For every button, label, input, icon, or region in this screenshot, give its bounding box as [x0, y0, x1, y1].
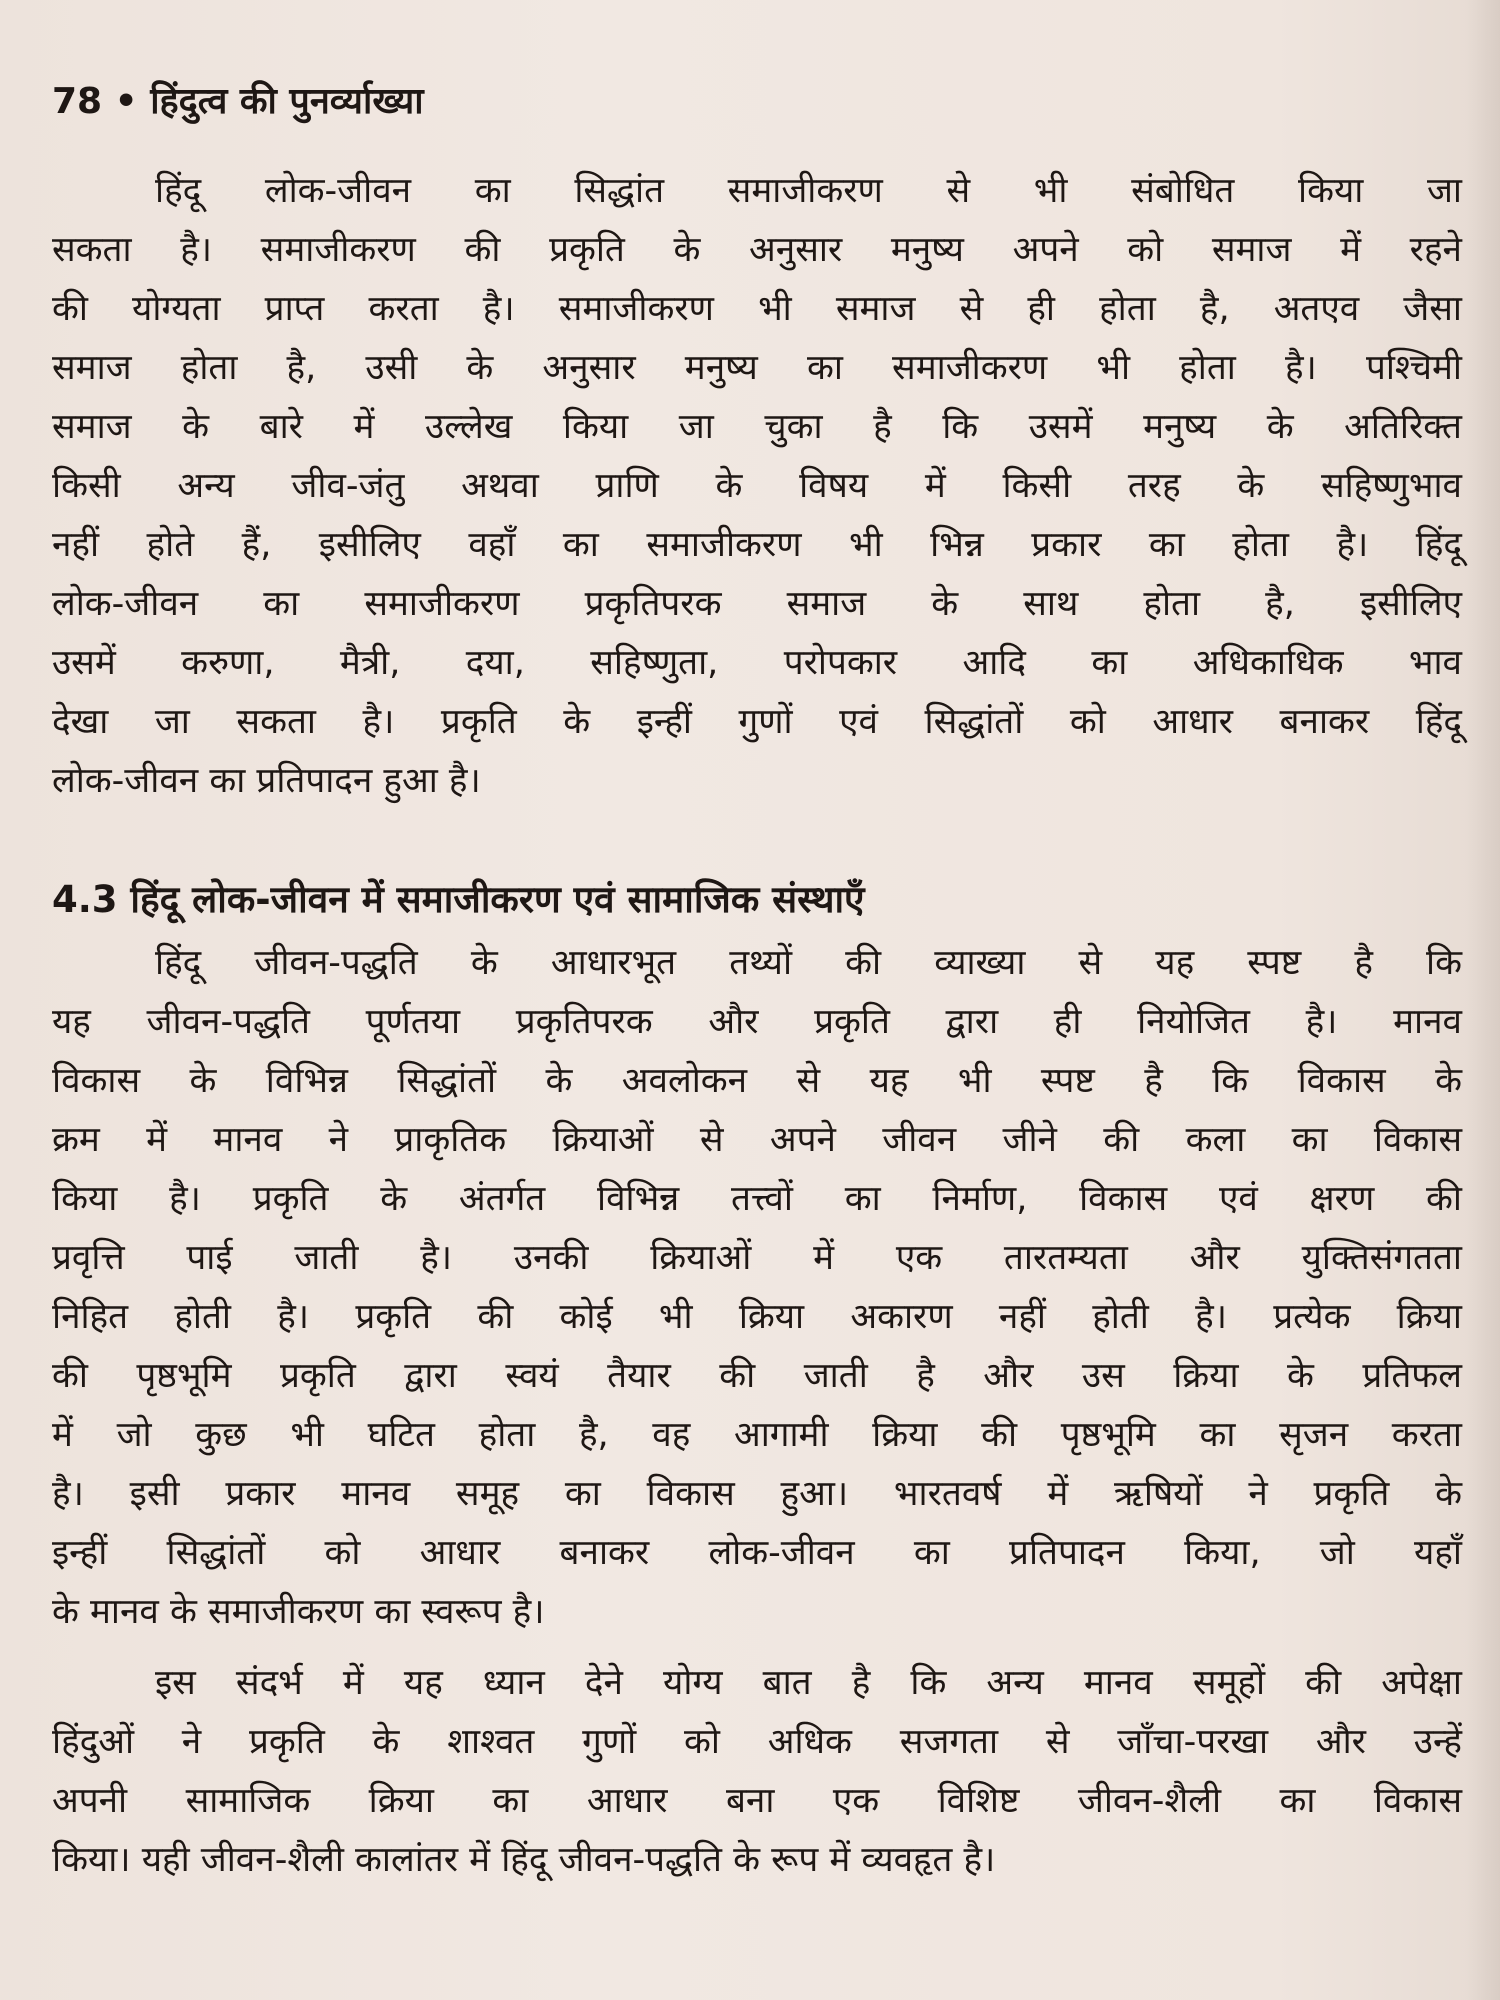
text-line: विकास के विभिन्न सिद्धांतों के अवलोकन से यह भी स्पष्ट है कि विकास के [52, 1061, 1462, 1101]
book-title: हिंदुत्व की पुनर्व्याख्या [150, 81, 424, 122]
text-line: में जो कुछ भी घटित होता है, वह आगामी क्रिया की पृष्ठभूमि का सृजन करता [52, 1415, 1462, 1455]
text-line: देखा जा सकता है। प्रकृति के इन्हीं गुणों एवं सिद्धांतों को आधार बनाकर हिंदू [52, 702, 1462, 742]
text-line: लोक-जीवन का प्रतिपादन हुआ है। [52, 761, 481, 801]
header-bullet: • [114, 81, 138, 122]
text-line: की योग्यता प्राप्त करता है। समाजीकरण भी समाज से ही होता है, अतएव जैसा [52, 289, 1462, 329]
paragraph-2 [52, 934, 1462, 1642]
text-line: हिंदुओं ने प्रकृति के शाश्वत गुणों को अधिक सजगता से जाँचा-परखा और उन्हें [52, 1722, 1462, 1762]
text-line: समाज के बारे में उल्लेख किया जा चुका है कि उसमें मनुष्य के अतिरिक्त [52, 407, 1462, 447]
text-line: अपनी सामाजिक क्रिया का आधार बना एक विशिष्ट जीवन-शैली का विकास [52, 1781, 1462, 1821]
text-line: किया है। प्रकृति के अंतर्गत विभिन्न तत्त्वों का निर्माण, विकास एवं क्षरण की [52, 1179, 1462, 1219]
text-line: प्रवृत्ति पाई जाती है। उनकी क्रियाओं में एक तारतम्यता और युक्तिसंगतता [52, 1238, 1462, 1278]
text-line: है। इसी प्रकार मानव समूह का विकास हुआ। भारतवर्ष में ऋषियों ने प्रकृति के [52, 1474, 1462, 1514]
text-line: सकता है। समाजीकरण की प्रकृति के अनुसार मनुष्य अपने को समाज में रहने [52, 230, 1462, 270]
text-line: किसी अन्य जीव-जंतु अथवा प्राणि के विषय में किसी तरह के सहिष्णुभाव [52, 466, 1462, 506]
text-line: इन्हीं सिद्धांतों को आधार बनाकर लोक-जीवन का प्रतिपादन किया, जो यहाँ [52, 1533, 1462, 1573]
text-line: इस संदर्भ में यह ध्यान देने योग्य बात है कि अन्य मानव समूहों की अपेक्षा [155, 1663, 1462, 1703]
paragraph-3 [52, 1654, 1462, 1890]
text-line: यह जीवन-पद्धति पूर्णतया प्रकृतिपरक और प्रकृति द्वारा ही नियोजित है। मानव [52, 1002, 1462, 1042]
text-line: नहीं होते हैं, इसीलिए वहाँ का समाजीकरण भी भिन्न प्रकार का होता है। हिंदू [52, 525, 1462, 565]
section-heading: 4.3 हिंदू लोक-जीवन में समाजीकरण एवं सामाजिक संस्थाएँ [52, 878, 865, 921]
text-line: निहित होती है। प्रकृति की कोई भी क्रिया अकारण नहीं होती है। प्रत्येक क्रिया [52, 1297, 1462, 1337]
text-line: लोक-जीवन का समाजीकरण प्रकृतिपरक समाज के साथ होता है, इसीलिए [52, 584, 1462, 624]
text-line: किया। यही जीवन-शैली कालांतर में हिंदू जीवन-पद्धति के रूप में व्यवहृत है। [52, 1840, 996, 1880]
text-line: के मानव के समाजीकरण का स्वरूप है। [52, 1592, 545, 1632]
text-line: हिंदू जीवन-पद्धति के आधारभूत तथ्यों की व्याख्या से यह स्पष्ट है कि [155, 943, 1462, 983]
text-line: क्रम में मानव ने प्राकृतिक क्रियाओं से अपने जीवन जीने की कला का विकास [52, 1120, 1462, 1160]
page-number: 78 [52, 81, 103, 122]
text-line: समाज होता है, उसी के अनुसार मनुष्य का समाजीकरण भी होता है। पश्चिमी [52, 348, 1462, 388]
text-line: की पृष्ठभूमि प्रकृति द्वारा स्वयं तैयार की जाती है और उस क्रिया के प्रतिफल [52, 1356, 1462, 1396]
page-edge-shadow [1466, 0, 1500, 2000]
text-line: हिंदू लोक-जीवन का सिद्धांत समाजीकरण से भी संबोधित किया जा [155, 171, 1462, 211]
page-header [52, 72, 1452, 132]
text-line: उसमें करुणा, मैत्री, दया, सहिष्णुता, परोपकार आदि का अधिकाधिक भाव [52, 643, 1462, 683]
paragraph-1 [52, 162, 1462, 811]
